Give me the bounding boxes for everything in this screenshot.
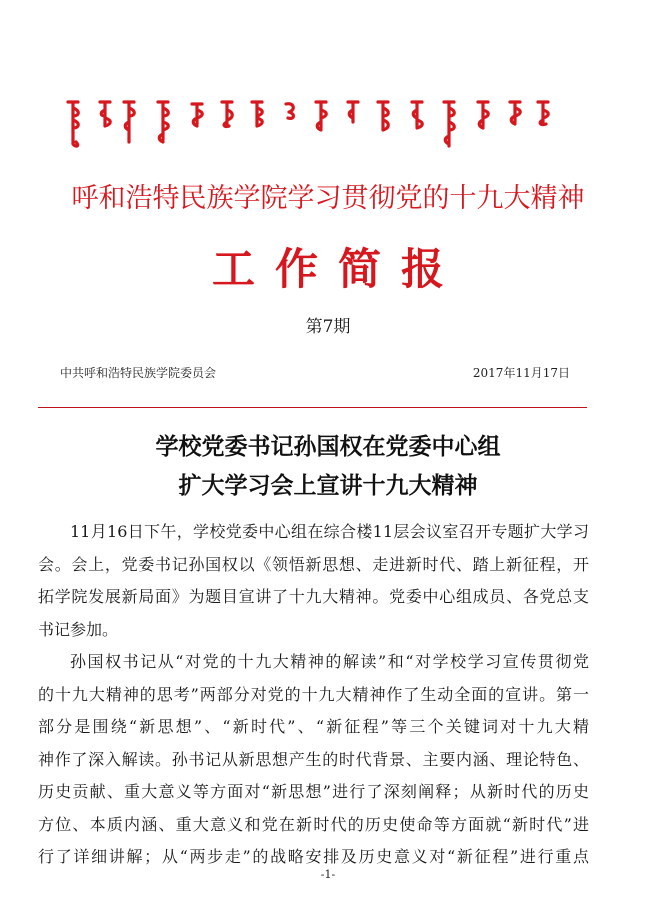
article-headline-line2: 扩大学习会上宣讲十九大精神 [178, 472, 478, 499]
paragraph-line: 历史贡献、重大意义等方面对“新思想”进行了深刻阐释；从新时代的历史 [38, 782, 589, 801]
page-number: -1- [320, 868, 336, 881]
paragraph-line: 神作了深入解读。孙书记从新思想产生的时代背景、主要内涵、理论特色、 [38, 749, 589, 769]
article-headline-line1: 学校党委书记孙国权在党委中心组 [155, 433, 501, 460]
paragraph-line: 书记参加。 [38, 619, 119, 639]
article-body [38, 516, 589, 874]
paragraph-line: 方位、本质内涵、重大意义和党在新时代的历史使命等方面就“新时代”进 [38, 814, 589, 834]
header-divider [38, 407, 587, 408]
issue-number: 第7期 [305, 317, 351, 337]
paragraph-line: 的十九大精神的思考”两部分对党的十九大精神作了生动全面的宣讲。第一 [38, 684, 589, 704]
paragraph-line: 行了详细讲解；从“两步走”的战略安排及历史意义对“新征程”进行重点 [38, 847, 589, 866]
paragraph-line: 会。会上，党委书记孙国权以《领悟新思想、走进新时代、踏上新征程，开 [38, 554, 589, 574]
publisher-name: 中共呼和浩特民族学院委员会 [60, 366, 217, 380]
paragraph-line: 孙国权书记从“对党的十九大精神的解读”和“对学校学习宣传贯彻党 [70, 652, 589, 671]
newsletter-subtitle: 呼和浩特民族学院学习贯彻党的十九大精神 [71, 183, 585, 214]
paragraph-line: 11月16日下午，学校党委中心组在综合楼11层会议室召开专题扩大学习 [70, 522, 589, 541]
publish-date: 2017年11月17日 [472, 366, 570, 380]
paragraph-line: 部分是围绕“新思想”、“新时代”、“新征程”等三个关键词对十九大精 [38, 717, 589, 736]
newsletter-title: 工作简报 [212, 245, 464, 295]
paragraph-line: 拓学院发展新局面》为题目宣讲了十九大精神。党委中心组成员、各党总支 [38, 587, 589, 606]
mongolian-script-title [62, 96, 562, 156]
